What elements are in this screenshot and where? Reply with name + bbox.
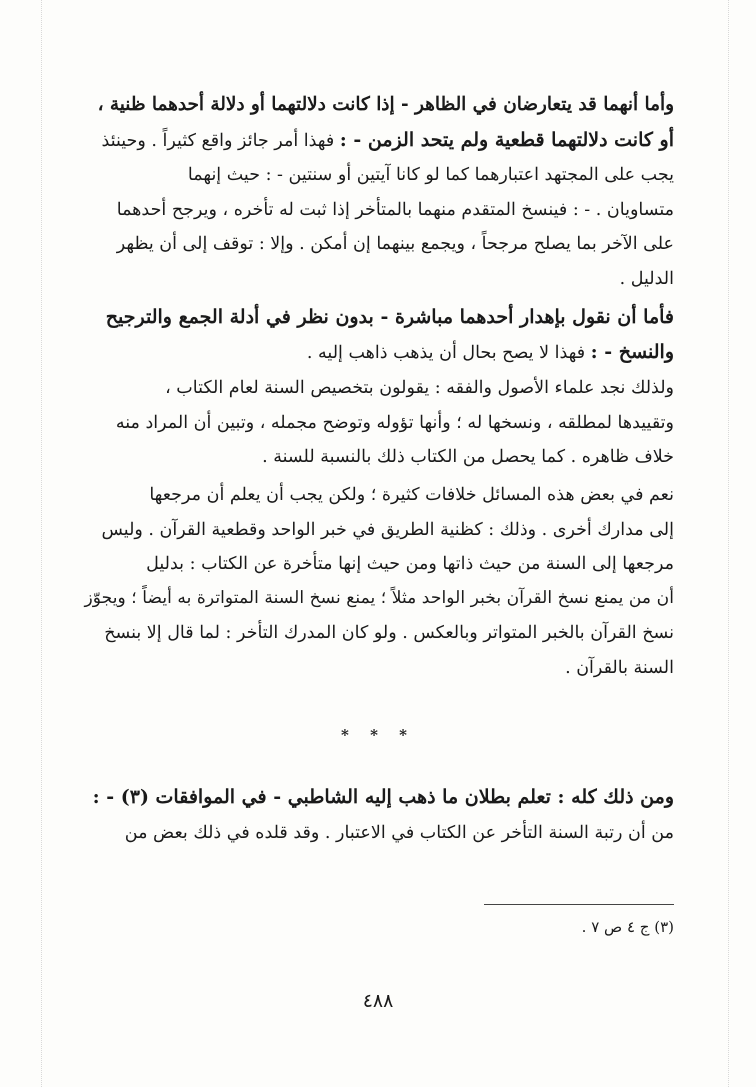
- text-line: نسخ القرآن بالخبر المتواتر وبالعكس . ولو كان المدرك التأخر : لما قال إلا بنسخ: [104, 623, 674, 644]
- page-number: ٤٨٨: [362, 990, 394, 1012]
- paragraph-4: [82, 477, 674, 685]
- text-line: والنسخ - : فهذا لا يصح بحال أن يذهب ذاهب إليه .: [306, 340, 674, 363]
- text-line: ومن ذلك كله : تعلم بطلان ما ذهب إليه الشاطبي - في الموافقات (٣) - :: [92, 786, 674, 808]
- footnote: (٣) ج ٤ ص ٧ .: [581, 918, 674, 936]
- paragraph-2: [82, 300, 674, 369]
- text-line: خلاف ظاهره . كما يحصل من الكتاب ذلك بالنسبة للسنة .: [262, 447, 674, 468]
- paragraph-5: [82, 780, 674, 849]
- text-line: وأما أنهما قد يتعارضان في الظاهر - إذا كانت دلالتهما أو دلالة أحدهما ظنية ،: [97, 94, 674, 115]
- text-line: نعم في بعض هذه المسائل خلافات كثيرة ؛ ولكن يجب أن يعلم أن مرجعها: [149, 485, 674, 505]
- paragraph-3: [82, 370, 674, 474]
- text-line: مرجعها إلى السنة من حيث ذاتها ومن حيث إنها متأخرة عن الكتاب : بدليل: [146, 554, 674, 575]
- text-line: وتقييدها لمطلقه ، ونسخها له ؛ وأنها تؤوله وتوضح مجمله ، وتبين أن المراد منه: [115, 412, 674, 433]
- text-line: أن من يمنع نسخ القرآن بخبر الواحد مثلاً ؛ يمنع نسخ السنة المتواترة به أيضاً ؛ ويجوّز: [84, 587, 674, 608]
- text-line: ولذلك نجد علماء الأصول والفقه : يقولون بتخصيص السنة لعام الكتاب ،: [165, 378, 674, 398]
- section-separator: * * *: [341, 726, 415, 744]
- scan-guide-line: [728, 0, 730, 1087]
- paragraph-1: [82, 88, 674, 296]
- text-line: من أن رتبة السنة التأخر عن الكتاب في الاعتبار . وقد قلده في ذلك بعض من: [124, 822, 674, 843]
- text-line: الدليل .: [619, 268, 674, 289]
- text-line: إلى مدارك أخرى . وذلك : كظنية الطريق في خبر الواحد وقطعية القرآن . وليس: [101, 519, 674, 540]
- text-line: يجب على المجتهد اعتبارهما كما لو كانا آيتين أو سنتين - : حيث إنهما: [187, 165, 674, 186]
- footnote-divider: [484, 904, 674, 905]
- text-line: على الآخر بما يصلح مرجحاً ، ويجمع بينهما إن أمكن . وإلا : توقف إلى أن يظهر: [116, 234, 674, 255]
- text-line: متساويان . - : فينسخ المتقدم منهما بالمتأخر إذا ثبت له تأخره ، ويرجح أحدهما: [116, 199, 674, 220]
- text-line: أو كانت دلالتهما قطعية ولم يتحد الزمن - : فهذا أمر جائز واقع كثيراً . وحينئذ: [101, 128, 674, 151]
- text-line: فأما أن نقول بإهدار أحدهما مباشرة - بدون نظر في أدلة الجمع والترجيح: [105, 306, 674, 328]
- scan-guide-line: [41, 0, 43, 1087]
- text-line: السنة بالقرآن .: [565, 657, 674, 678]
